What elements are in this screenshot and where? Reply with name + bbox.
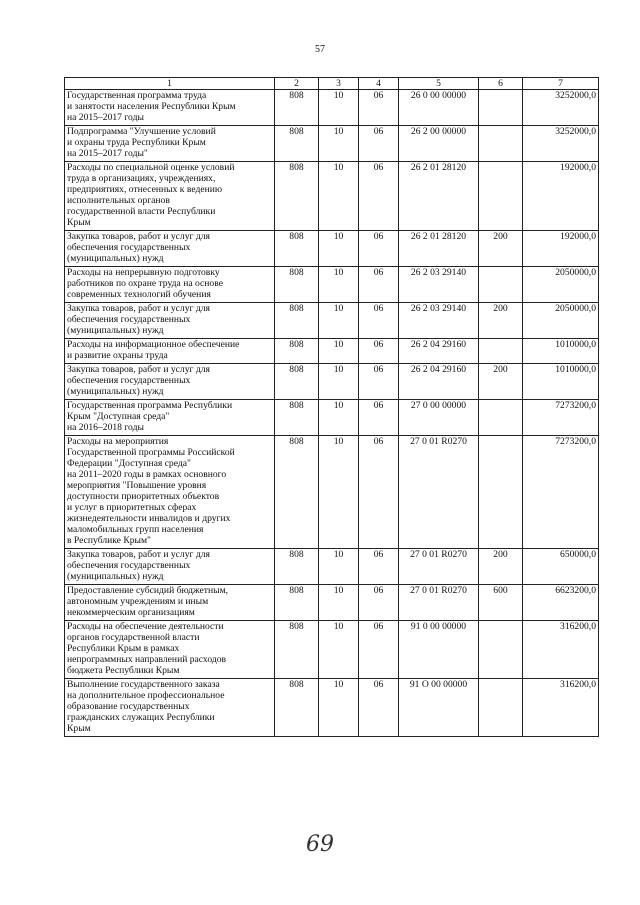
table-row [65, 436, 599, 549]
column-header: 5 [399, 78, 479, 90]
row-ved-cell: 808 [275, 126, 319, 162]
row-expense-type-cell [479, 90, 523, 126]
row-section-cell: 10 [319, 585, 359, 621]
table-row [65, 400, 599, 436]
row-name-cell: Расходы на непрерывную подготовку работников по охране труда на основе современных технологий обучения [65, 267, 275, 303]
row-target-article-cell: 27 0 00 00000 [399, 400, 479, 436]
row-amount-cell: 3252000,0 [523, 90, 599, 126]
row-ved-cell: 808 [275, 585, 319, 621]
row-section-cell: 10 [319, 126, 359, 162]
row-target-article-cell: 26 2 03 29140 [399, 267, 479, 303]
row-amount-cell: 1010000,0 [523, 339, 599, 364]
column-header: 6 [479, 78, 523, 90]
column-header: 2 [275, 78, 319, 90]
handwritten-page-mark: 69 [306, 832, 334, 857]
table-row [65, 621, 599, 679]
row-section-cell: 10 [319, 90, 359, 126]
row-target-article-cell: 91 0 00 00000 [399, 621, 479, 679]
table-row [65, 303, 599, 339]
row-name-cell: Закупка товаров, работ и услуг для обеспечения государственных (муниципальных) нужд [65, 303, 275, 339]
row-subsection-cell: 06 [359, 436, 399, 549]
row-ved-cell: 808 [275, 679, 319, 737]
row-subsection-cell: 06 [359, 364, 399, 400]
row-section-cell: 10 [319, 679, 359, 737]
row-expense-type-cell: 600 [479, 585, 523, 621]
row-expense-type-cell [479, 679, 523, 737]
table-row [65, 585, 599, 621]
row-target-article-cell: 27 0 01 R0270 [399, 436, 479, 549]
row-target-article-cell: 27 0 01 R0270 [399, 585, 479, 621]
row-expense-type-cell [479, 621, 523, 679]
row-section-cell: 10 [319, 162, 359, 231]
row-subsection-cell: 06 [359, 303, 399, 339]
row-expense-type-cell [479, 126, 523, 162]
row-ved-cell: 808 [275, 267, 319, 303]
row-name-cell: Закупка товаров, работ и услуг для обеспечения государственных (муниципальных) нужд [65, 231, 275, 267]
table-row [65, 549, 599, 585]
row-ved-cell: 808 [275, 231, 319, 267]
row-section-cell: 10 [319, 303, 359, 339]
row-name-cell: Выполнение государственного заказа на дополнительное профессиональное образование государственных гражданских служащих Республики Крым [65, 679, 275, 737]
row-name-cell: Подпрограмма "Улучшение условий и охраны труда Республики Крым на 2015–2017 годы" [65, 126, 275, 162]
table-row [65, 267, 599, 303]
table-row [65, 339, 599, 364]
row-section-cell: 10 [319, 339, 359, 364]
table-row [65, 126, 599, 162]
row-subsection-cell: 06 [359, 126, 399, 162]
row-section-cell: 10 [319, 549, 359, 585]
row-subsection-cell: 06 [359, 549, 399, 585]
row-ved-cell: 808 [275, 90, 319, 126]
row-name-cell: Закупка товаров, работ и услуг для обеспечения государственных (муниципальных) нужд [65, 364, 275, 400]
row-subsection-cell: 06 [359, 339, 399, 364]
row-ved-cell: 808 [275, 549, 319, 585]
table-row [65, 162, 599, 231]
column-header: 4 [359, 78, 399, 90]
row-amount-cell: 7273200,0 [523, 436, 599, 549]
row-amount-cell: 3252000,0 [523, 126, 599, 162]
table-row [65, 231, 599, 267]
row-target-article-cell: 26 2 01 28120 [399, 231, 479, 267]
row-amount-cell: 316200,0 [523, 679, 599, 737]
table-row [65, 679, 599, 737]
page-number: 57 [315, 44, 325, 55]
row-amount-cell: 2050000,0 [523, 267, 599, 303]
row-amount-cell: 2050000,0 [523, 303, 599, 339]
row-subsection-cell: 06 [359, 585, 399, 621]
row-expense-type-cell [479, 267, 523, 303]
row-expense-type-cell: 200 [479, 231, 523, 267]
row-name-cell: Государственная программа труда и занятости населения Республики Крым на 2015–2017 годы [65, 90, 275, 126]
row-section-cell: 10 [319, 400, 359, 436]
row-expense-type-cell: 200 [479, 364, 523, 400]
row-target-article-cell: 26 2 04 29160 [399, 364, 479, 400]
table-row [65, 364, 599, 400]
row-ved-cell: 808 [275, 364, 319, 400]
row-expense-type-cell [479, 339, 523, 364]
row-subsection-cell: 06 [359, 162, 399, 231]
row-expense-type-cell: 200 [479, 303, 523, 339]
row-subsection-cell: 06 [359, 90, 399, 126]
row-section-cell: 10 [319, 436, 359, 549]
row-expense-type-cell [479, 400, 523, 436]
row-target-article-cell: 26 0 00 00000 [399, 90, 479, 126]
row-amount-cell: 6623200,0 [523, 585, 599, 621]
row-section-cell: 10 [319, 364, 359, 400]
row-ved-cell: 808 [275, 162, 319, 231]
table-header-row [65, 78, 599, 90]
row-name-cell: Расходы на обеспечение деятельности органов государственной власти Республики Крым в рамках непрограммных направлений расходов бюджета Республики Крым [65, 621, 275, 679]
table-row [65, 90, 599, 126]
column-header: 1 [65, 78, 275, 90]
row-amount-cell: 316200,0 [523, 621, 599, 679]
row-target-article-cell: 26 2 00 00000 [399, 126, 479, 162]
row-amount-cell: 650000,0 [523, 549, 599, 585]
row-subsection-cell: 06 [359, 621, 399, 679]
row-expense-type-cell [479, 162, 523, 231]
row-subsection-cell: 06 [359, 267, 399, 303]
row-name-cell: Расходы на информационное обеспечение и развитие охраны труда [65, 339, 275, 364]
row-expense-type-cell: 200 [479, 549, 523, 585]
row-name-cell: Закупка товаров, работ и услуг для обеспечения государственных (муниципальных) нужд [65, 549, 275, 585]
budget-table [64, 77, 599, 737]
table-body [65, 90, 599, 737]
row-target-article-cell: 27 0 01 R0270 [399, 549, 479, 585]
row-amount-cell: 192000,0 [523, 231, 599, 267]
row-subsection-cell: 06 [359, 231, 399, 267]
row-amount-cell: 1010000,0 [523, 364, 599, 400]
row-ved-cell: 808 [275, 400, 319, 436]
row-section-cell: 10 [319, 621, 359, 679]
row-expense-type-cell [479, 436, 523, 549]
row-subsection-cell: 06 [359, 400, 399, 436]
row-section-cell: 10 [319, 267, 359, 303]
row-target-article-cell: 26 2 03 29140 [399, 303, 479, 339]
row-target-article-cell: 26 2 01 28120 [399, 162, 479, 231]
row-subsection-cell: 06 [359, 679, 399, 737]
row-name-cell: Расходы на мероприятия Государственной программы Российской Федерации "Доступная среда" на 2011–2020 годы в рамках основного мероприятия "Повышение уровня доступности приоритетных объектов и услуг в приоритетных сферах жизнедеятельности инвалидов и других маломобильных групп населения в Республике Крым" [65, 436, 275, 549]
row-ved-cell: 808 [275, 436, 319, 549]
row-amount-cell: 7273200,0 [523, 400, 599, 436]
row-target-article-cell: 26 2 04 29160 [399, 339, 479, 364]
row-ved-cell: 808 [275, 339, 319, 364]
row-ved-cell: 808 [275, 621, 319, 679]
row-name-cell: Расходы по специальной оценке условий труда в организациях, учреждениях, предприятиях, отнесенных к ведению исполнительных органов государственной власти Республики Крым [65, 162, 275, 231]
row-name-cell: Предоставление субсидий бюджетным, автономным учреждениям и иным некоммерческим организациям [65, 585, 275, 621]
column-header: 3 [319, 78, 359, 90]
row-target-article-cell: 91 О 00 00000 [399, 679, 479, 737]
row-section-cell: 10 [319, 231, 359, 267]
row-name-cell: Государственная программа Республики Крым "Доступная среда" на 2016–2018 годы [65, 400, 275, 436]
row-ved-cell: 808 [275, 303, 319, 339]
column-header: 7 [523, 78, 599, 90]
row-amount-cell: 192000,0 [523, 162, 599, 231]
